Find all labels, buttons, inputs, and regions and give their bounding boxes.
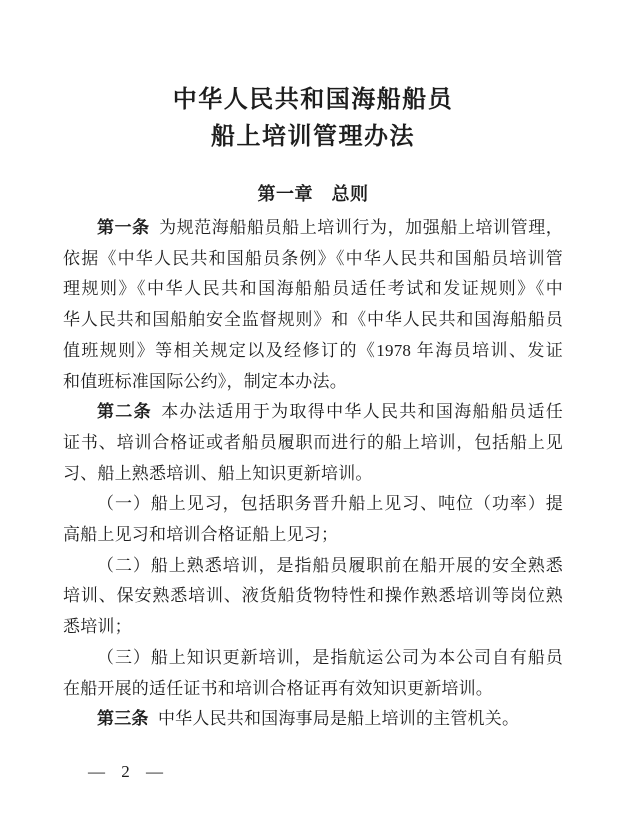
body-line-text: 悉培训； bbox=[63, 617, 132, 637]
body-line-text: 华人民共和国船舶安全监督规则》和《中华人民共和国海船船员 bbox=[63, 310, 563, 330]
body-line bbox=[63, 274, 563, 305]
document-body bbox=[63, 213, 563, 735]
body-line-text: 值班规则》等相关规定以及经修订的《1978 年海员培训、发证 bbox=[63, 340, 563, 360]
body-line bbox=[63, 520, 563, 551]
chapter-heading: 第一章 总则 bbox=[257, 184, 369, 204]
body-line-article-2 bbox=[63, 397, 563, 428]
body-line bbox=[63, 367, 563, 398]
body-line-text: 高船上见习和培训合格证船上见习； bbox=[63, 525, 339, 545]
body-line bbox=[63, 244, 563, 275]
title-line-2: 船上培训管理办法 bbox=[211, 124, 415, 150]
body-line-text: 理规则》《中华人民共和国海船船员适任考试和发证规则》《中 bbox=[63, 279, 563, 299]
body-line bbox=[63, 305, 563, 336]
body-line-text: （三）船上知识更新培训，是指航运公司为本公司自有船员 bbox=[97, 647, 563, 667]
body-line bbox=[63, 428, 563, 459]
body-line bbox=[63, 336, 563, 367]
body-line-text: 中华人民共和国海事局是船上培训的主管机关。 bbox=[157, 709, 520, 729]
body-line-item-3 bbox=[63, 643, 563, 674]
body-line-text: 习、船上熟悉培训、船上知识更新培训。 bbox=[63, 463, 373, 483]
page-number-footer: — 2 — bbox=[88, 762, 164, 781]
body-line-text: （一）船上见习，包括职务晋升船上见习、吨位（功率）提 bbox=[97, 494, 563, 514]
body-line-article-1 bbox=[63, 213, 563, 244]
body-line-text: （二）船上熟悉培训，是指船员履职前在船开展的安全熟悉 bbox=[97, 555, 563, 575]
body-line-text: 依据《中华人民共和国船员条例》《中华人民共和国船员培训管 bbox=[63, 248, 563, 268]
body-line-text: 为规范海船船员船上培训行为，加强船上培训管理， bbox=[159, 218, 563, 237]
body-line bbox=[63, 459, 563, 490]
body-line-text: 培训、保安熟悉培训、液货船货物特性和操作熟悉培训等岗位熟 bbox=[63, 586, 563, 606]
body-line-text: 和值班标准国际公约》，制定本办法。 bbox=[63, 371, 347, 391]
document-title bbox=[0, 0, 626, 156]
article-number: 第一条 bbox=[97, 218, 150, 237]
body-line bbox=[63, 581, 563, 612]
body-line-text: 证书、培训合格证或者船员履职而进行的船上培训，包括船上见 bbox=[63, 432, 563, 452]
body-line bbox=[63, 612, 563, 643]
body-line-text: 在船开展的适任证书和培训合格证再有效知识更新培训。 bbox=[63, 678, 493, 698]
article-number: 第二条 bbox=[97, 402, 152, 422]
body-line bbox=[63, 674, 563, 705]
body-line-item-1 bbox=[63, 489, 563, 520]
title-line-1: 中华人民共和国海船船员 bbox=[172, 87, 454, 113]
article-number: 第三条 bbox=[97, 709, 149, 729]
body-line-item-2 bbox=[63, 551, 563, 582]
body-line-article-3 bbox=[63, 704, 563, 735]
body-line-text: 本办法适用于为取得中华人民共和国海船船员适任 bbox=[161, 402, 563, 422]
